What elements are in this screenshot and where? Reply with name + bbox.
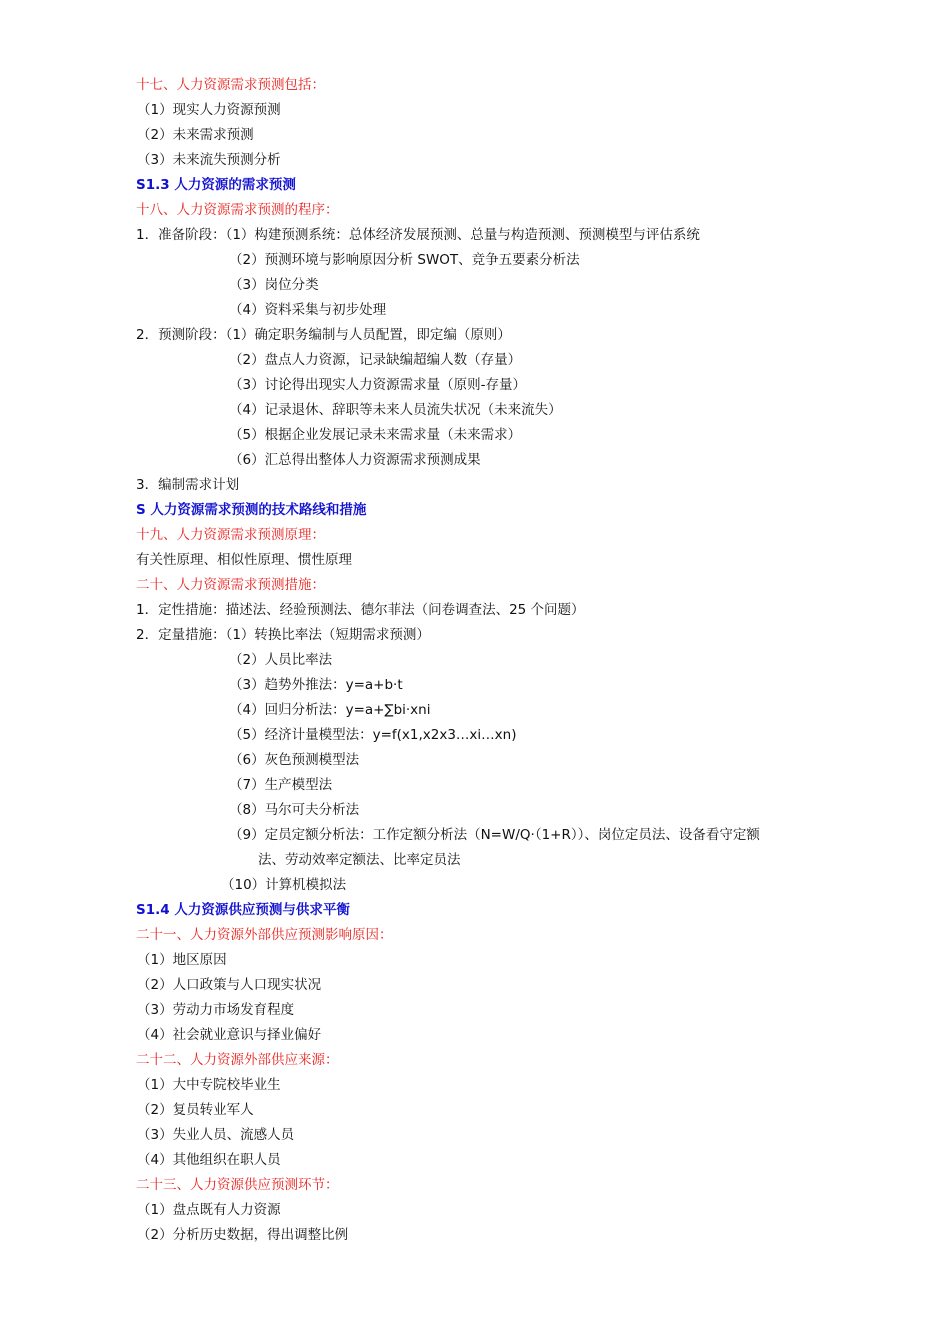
list-item: （3）岗位分类 xyxy=(229,277,319,293)
chapter-heading-s1-4: S1.4 人力资源供应预测与供求平衡 xyxy=(136,902,350,918)
list-item: （2）预测环境与影响原因分析 SWOT、竞争五要素分析法 xyxy=(229,252,580,268)
section-heading-21: 二十一、人力资源外部供应预测影响原因： xyxy=(136,927,393,943)
list-item: （2）复员转业军人 xyxy=(137,1102,254,1118)
list-item: （1）现实人力资源预测 xyxy=(137,102,281,118)
chapter-heading-s1-3: S1.3 人力资源的需求预测 xyxy=(136,177,296,193)
section-heading-17: 十七、人力资源需求预测包括： xyxy=(136,77,325,93)
list-item: （1）地区原因 xyxy=(137,952,227,968)
section-heading-20: 二十、人力资源需求预测措施： xyxy=(136,577,325,593)
list-item: （2）盘点人力资源，记录缺编超编人数（存量） xyxy=(229,352,522,368)
list-item: （1）盘点既有人力资源 xyxy=(137,1202,281,1218)
list-item: （4）回归分析法：y=a+∑bi·xni xyxy=(229,702,431,718)
list-item: （3）趋势外推法：y=a+b·t xyxy=(229,677,403,693)
stage-3-label: 3．编制需求计划 xyxy=(136,477,240,493)
list-item: （5）根据企业发展记录未来需求量（未来需求） xyxy=(229,427,522,443)
quantitative-methods-label: 2．定量措施：（1）转换比率法（短期需求预测） xyxy=(136,627,430,643)
chapter-heading-route: S 人力资源需求预测的技术路线和措施 xyxy=(136,502,367,518)
list-item-continuation: 法、劳动效率定额法、比率定员法 xyxy=(258,852,461,868)
list-item: （8）马尔可夫分析法 xyxy=(229,802,360,818)
list-item: （4）记录退休、辞职等未来人员流失状况（未来流失） xyxy=(229,402,562,418)
list-item: （4）社会就业意识与择业偏好 xyxy=(137,1027,322,1043)
stage-2-label: 2．预测阶段：（1）确定职务编制与人员配置，即定编（原则） xyxy=(136,327,511,343)
section-heading-23: 二十三、人力资源供应预测环节： xyxy=(136,1177,339,1193)
list-item: （3）未来流失预测分析 xyxy=(137,152,281,168)
list-item: （3）失业人员、流感人员 xyxy=(137,1127,295,1143)
list-item: （10）计算机模拟法 xyxy=(221,877,347,893)
list-item: （2）分析历史数据，得出调整比例 xyxy=(137,1227,349,1243)
section-heading-18: 十八、人力资源需求预测的程序： xyxy=(136,202,339,218)
list-item: （7）生产模型法 xyxy=(229,777,333,793)
list-item: （4）其他组织在职人员 xyxy=(137,1152,281,1168)
section-heading-22: 二十二、人力资源外部供应来源： xyxy=(136,1052,339,1068)
list-item: （4）资料采集与初步处理 xyxy=(229,302,387,318)
section-heading-19: 十九、人力资源需求预测原理： xyxy=(136,527,325,543)
list-item: （9）定员定额分析法：工作定额分析法（N=W/Q·（1+R））、岗位定员法、设备看守定额 xyxy=(229,827,760,843)
list-item: （2）未来需求预测 xyxy=(137,127,254,143)
document-page xyxy=(0,73,950,1248)
list-item: （3）讨论得出现实人力资源需求量（原则-存量） xyxy=(229,377,526,393)
list-item: （2）人员比率法 xyxy=(229,652,333,668)
list-item: （2）人口政策与人口现实状况 xyxy=(137,977,322,993)
paragraph-text: 有关性原理、相似性原理、惯性原理 xyxy=(136,552,352,568)
list-item: （5）经济计量模型法：y=f(x1,x2x3…xi…xn) xyxy=(229,727,517,743)
qualitative-methods: 1．定性措施：描述法、经验预测法、德尔菲法（问卷调查法、25 个问题） xyxy=(136,602,585,618)
list-item: （6）汇总得出整体人力资源需求预测成果 xyxy=(229,452,481,468)
stage-1-label: 1．准备阶段：（1）构建预测系统：总体经济发展预测、总量与构造预测、预测模型与评估系统 xyxy=(136,227,700,243)
list-item: （3）劳动力市场发育程度 xyxy=(137,1002,295,1018)
list-item: （6）灰色预测模型法 xyxy=(229,752,360,768)
list-item: （1）大中专院校毕业生 xyxy=(137,1077,281,1093)
